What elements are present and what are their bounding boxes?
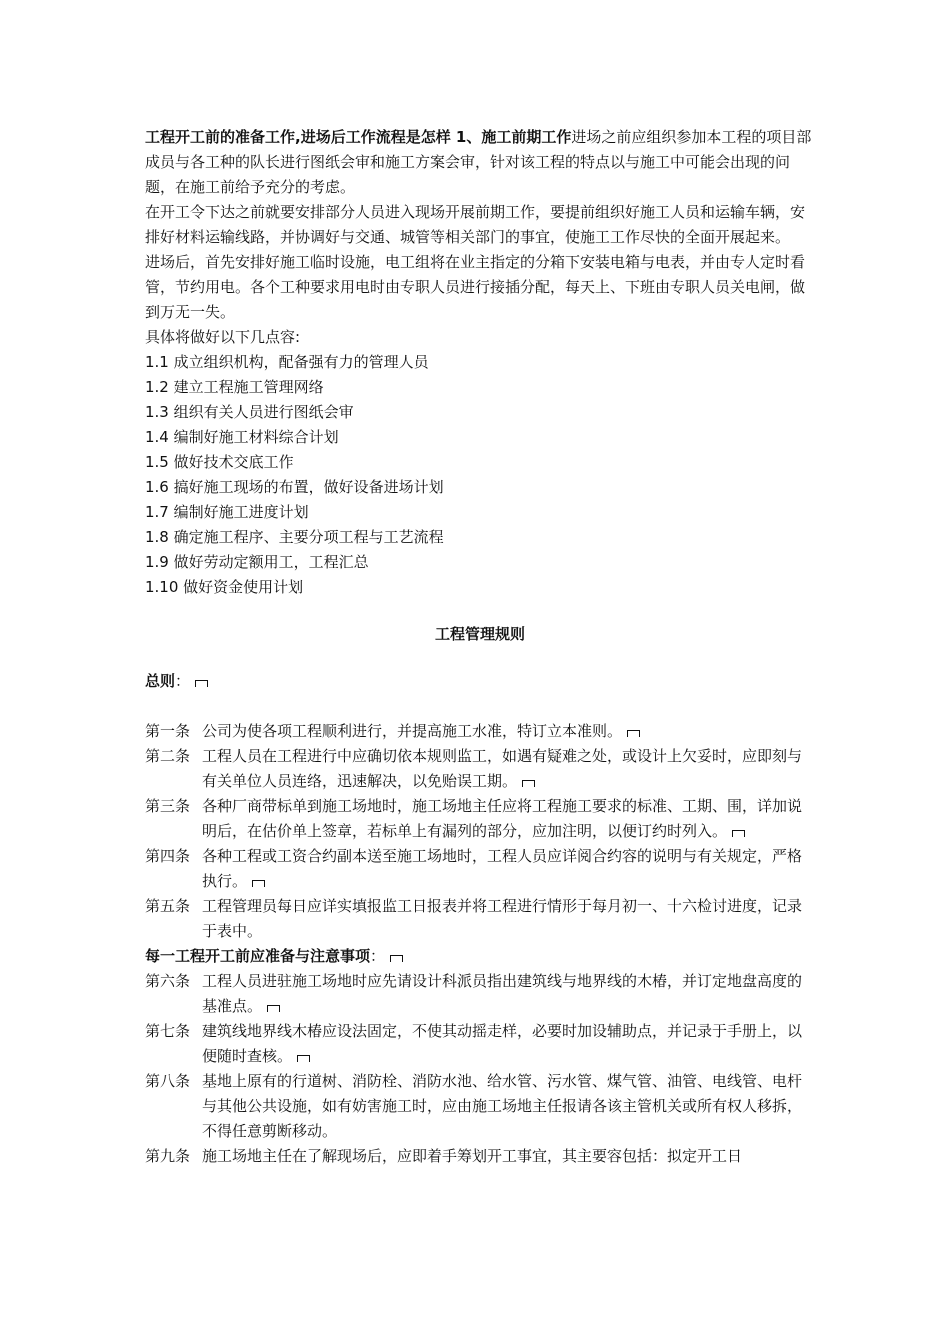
article-label: 第七条 — [145, 1022, 191, 1040]
list-item: 1.1 成立组织机构，配备强有力的管理人员 — [145, 353, 429, 371]
intro-paragraph-3: 进场后，首先安排好施工临时设施，电工组将在业主指定的分箱下安装电箱与电表，并由专人定时看管，节约用电。各个工种要求用电时由专职人员进行接插分配，每天上、下班由专职人员关电闸，做到万无一失。 — [145, 253, 806, 321]
section-heading — [145, 944, 815, 969]
article-label: 第六条 — [145, 972, 191, 990]
paragraph-mark-icon — [732, 830, 745, 837]
article-text: 各种厂商带标单到施工场地时，施工场地主任应将工程施工要求的标准、工期、围，详加说明后，在估价单上签章，若标单上有漏列的部分，应加注明，以便订约时列入。 — [202, 797, 803, 840]
article-label: 第二条 — [145, 747, 191, 765]
paragraph-mark-icon — [297, 1055, 310, 1062]
intro-paragraph-1-rest: 进场之前应组织参加本工程的项目部成员与各工种的队长进行图纸会审和施工方案会审，针对该工程的特点以与施工中可能会出现的问题，在施工前给予充分的考虑。 — [145, 128, 812, 196]
list-item: 1.5 做好技术交底工作 — [145, 453, 294, 471]
list-item: 1.2 建立工程施工管理网络 — [145, 378, 324, 396]
article-text: 施工场地主任在了解现场后，应即着手筹划开工事宜，其主要容包括：拟定开工日 — [202, 1147, 743, 1165]
paragraph-mark-icon — [390, 955, 403, 962]
spacer — [145, 694, 815, 719]
section-label: 每一工程开工前应准备与注意事项 — [145, 947, 371, 965]
paragraph-mark-icon — [522, 780, 535, 787]
article — [145, 794, 815, 844]
article-label: 第五条 — [145, 897, 191, 915]
article-label: 第一条 — [145, 722, 191, 740]
intro-paragraph-2: 在开工令下达之前就要安排部分人员进入现场开展前期工作，要提前组织好施工人员和运输车辆，安排好材料运输线路，并协调好与交通、城管等相关部门的事宜，使施工工作尽快的全面开展起来。 — [145, 203, 806, 246]
paragraph-mark-icon — [267, 1005, 280, 1012]
article — [145, 719, 815, 744]
article-label: 第九条 — [145, 1147, 191, 1165]
article-text: 建筑线地界线木椿应设法固定，不使其动摇走样，必要时加设辅助点，并记录于手册上，以便随时查核。 — [202, 1022, 803, 1065]
article-label: 第三条 — [145, 797, 191, 815]
list-item: 1.10 做好资金使用计划 — [145, 578, 304, 596]
general-label: 总则 — [145, 672, 176, 690]
article-text: 工程人员在工程进行中应确切依本规则监工，如遇有疑难之处，或设计上欠妥时，应即刻与有关单位人员连络，迅速解决，以免贻误工期。 — [202, 747, 803, 790]
article — [145, 1019, 815, 1069]
list-item: 1.9 做好劳动定额用工，工程汇总 — [145, 553, 369, 571]
list-item: 1.8 确定施工程序、主要分项工程与工艺流程 — [145, 528, 444, 546]
article-text: 各种工程或工资合约副本送至施工场地时，工程人员应详阅合约容的说明与有关规定，严格执行。 — [202, 847, 803, 890]
article-label: 第八条 — [145, 1072, 191, 1090]
list-item: 1.7 编制好施工进度计划 — [145, 503, 309, 521]
rules-title: 工程管理规则 — [434, 625, 525, 643]
article — [145, 844, 815, 894]
article — [145, 1069, 815, 1144]
article-text: 公司为使各项工程顺利进行，并提高施工水准，特订立本准则。 — [202, 722, 623, 740]
intro-paragraph-1 — [145, 125, 815, 200]
article — [145, 1144, 815, 1169]
list-item: 1.3 组织有关人员进行图纸会审 — [145, 403, 354, 421]
general-colon: ： — [175, 672, 191, 690]
general-heading — [145, 669, 815, 694]
intro-bold-lead: 工程开工前的准备工作,进场后工作流程是怎样 1、施工前期工作 — [145, 128, 572, 146]
article-text: 工程人员进驻施工场地时应先请设计科派员指出建筑线与地界线的木椿，并订定地盘高度的基准点。 — [202, 972, 803, 1015]
section-colon: ： — [370, 947, 386, 965]
intro-paragraph-4: 具体将做好以下几点容: — [145, 328, 301, 346]
article — [145, 744, 815, 794]
paragraph-mark-icon — [195, 680, 208, 687]
article — [145, 894, 815, 944]
document-page — [145, 125, 815, 1169]
list-item: 1.6 搞好施工现场的布置，做好设备进场计划 — [145, 478, 444, 496]
list-item: 1.4 编制好施工材料综合计划 — [145, 428, 339, 446]
article-label: 第四条 — [145, 847, 191, 865]
article-text: 工程管理员每日应详实填报监工日报表并将工程进行情形于每月初一、十六检讨进度，记录于表中。 — [202, 897, 803, 940]
article — [145, 969, 815, 1019]
paragraph-mark-icon — [252, 880, 265, 887]
paragraph-mark-icon — [627, 730, 640, 737]
article-text: 基地上原有的行道树、消防栓、消防水池、给水管、污水管、煤气管、油管、电线管、电杆与其他公共设施，如有妨害施工时，应由施工场地主任报请各该主管机关或所有权人移拆，不得任意剪断移动。 — [202, 1072, 803, 1140]
